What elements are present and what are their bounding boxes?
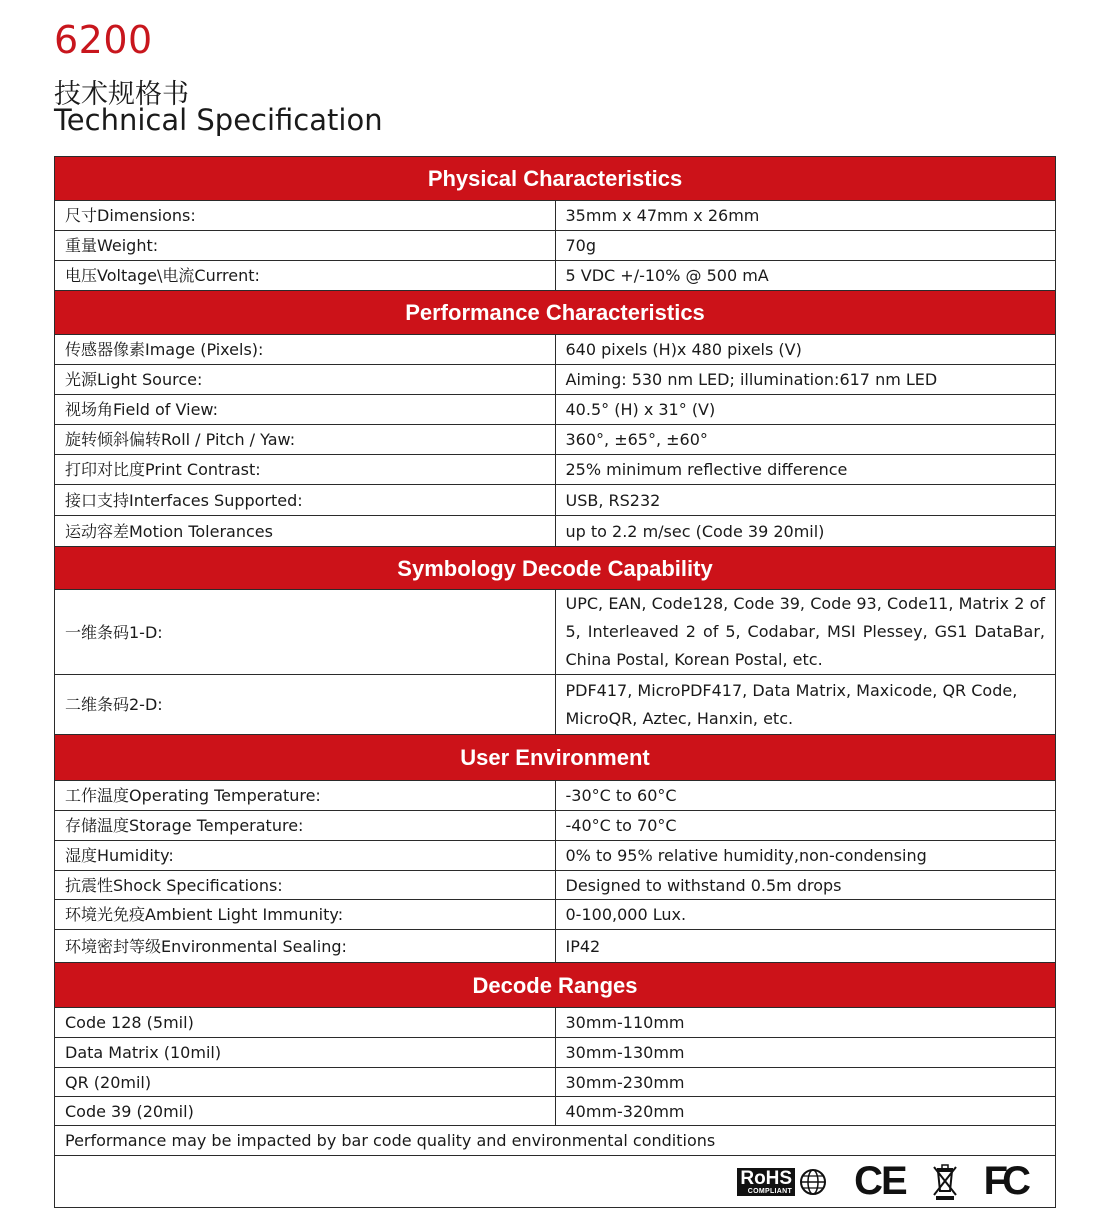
table-row <box>55 485 1056 516</box>
spec-label: 运动容差Motion Tolerances <box>55 516 556 547</box>
section-header-decode <box>55 963 1056 1008</box>
spec-value: up to 2.2 m/sec (Code 39 20mil) <box>555 516 1056 547</box>
spec-value: 70g <box>555 231 1056 261</box>
table-row <box>55 335 1056 365</box>
table-row <box>55 1068 1056 1097</box>
spec-label: 传感器像素Image (Pixels): <box>55 335 556 365</box>
spec-label: 电压Voltage\电流Current: <box>55 261 556 291</box>
table-row <box>55 841 1056 871</box>
section-title: Decode Ranges <box>55 963 1056 1008</box>
spec-label: 一维条码1-D: <box>55 590 556 675</box>
certification-logos-row <box>55 1156 1056 1208</box>
spec-value: 40.5° (H) x 31° (V) <box>555 395 1056 425</box>
table-row <box>55 425 1056 455</box>
spec-label: 视场角Field of View: <box>55 395 556 425</box>
spec-label: 旋转倾斜偏转Roll / Pitch / Yaw: <box>55 425 556 455</box>
section-header-environment <box>55 735 1056 781</box>
table-row <box>55 590 1056 675</box>
spec-label: 光源Light Source: <box>55 365 556 395</box>
spec-label: 环境光免疫Ambient Light Immunity: <box>55 900 556 930</box>
spec-value: 35mm x 47mm x 26mm <box>555 201 1056 231</box>
section-title: Physical Characteristics <box>55 157 1056 201</box>
spec-value: USB, RS232 <box>555 485 1056 516</box>
section-header-symbology <box>55 547 1056 590</box>
table-row <box>55 1038 1056 1068</box>
spec-value: 0% to 95% relative humidity,non-condensing <box>555 841 1056 871</box>
spec-value: IP42 <box>555 930 1056 963</box>
spec-label: Code 39 (20mil) <box>55 1097 556 1126</box>
table-row <box>55 516 1056 547</box>
spec-label: 重量Weight: <box>55 231 556 261</box>
fcc-mark: FC <box>983 1159 1025 1203</box>
spec-label: 湿度Humidity: <box>55 841 556 871</box>
table-row <box>55 900 1056 930</box>
section-header-performance <box>55 291 1056 335</box>
spec-value: 640 pixels (H)x 480 pixels (V) <box>555 335 1056 365</box>
spec-value: 40mm-320mm <box>555 1097 1056 1126</box>
spec-label: 存储温度Storage Temperature: <box>55 811 556 841</box>
spec-value: -30°C to 60°C <box>555 781 1056 811</box>
table-row <box>55 365 1056 395</box>
table-row <box>55 1008 1056 1038</box>
weee-bin-icon <box>932 1163 958 1201</box>
model-number: 6200 <box>54 18 153 62</box>
spec-table <box>54 156 1056 1208</box>
spec-label: 接口支持Interfaces Supported: <box>55 485 556 516</box>
spec-value: UPC, EAN, Code128, Code 39, Code 93, Code11, Matrix 2 of 5, Interleaved 2 of 5, Codabar, MSI Plessey, GS1 DataBar, China Postal, Korean Postal, etc. <box>555 590 1056 675</box>
title-chinese: 技术规格书 <box>54 79 189 110</box>
table-row <box>55 871 1056 900</box>
table-row <box>55 231 1056 261</box>
table-row <box>55 455 1056 485</box>
table-row <box>55 395 1056 425</box>
spec-value: 30mm-130mm <box>555 1038 1056 1068</box>
table-row <box>55 1097 1056 1126</box>
spec-value: -40°C to 70°C <box>555 811 1056 841</box>
rohs-compliant-text: COMPLIANT <box>747 1187 793 1195</box>
footer-note: Performance may be impacted by bar code quality and environmental conditions <box>55 1126 1056 1156</box>
section-title: Symbology Decode Capability <box>55 547 1056 590</box>
spec-label: 二维条码2-D: <box>55 675 556 735</box>
certification-logos <box>55 1156 1056 1208</box>
title-english: Technical Specification <box>54 103 383 137</box>
spec-label: 抗震性Shock Specifications: <box>55 871 556 900</box>
table-row <box>55 675 1056 735</box>
rohs-text: RoHS <box>740 1167 793 1189</box>
table-row <box>55 261 1056 291</box>
table-row <box>55 930 1056 963</box>
spec-value: 360°, ±65°, ±60° <box>555 425 1056 455</box>
spec-label: 工作温度Operating Temperature: <box>55 781 556 811</box>
spec-label: 打印对比度Print Contrast: <box>55 455 556 485</box>
spec-value: 0-100,000 Lux. <box>555 900 1056 930</box>
table-row <box>55 781 1056 811</box>
spec-value: Aiming: 530 nm LED; illumination:617 nm LED <box>555 365 1056 395</box>
section-title: Performance Characteristics <box>55 291 1056 335</box>
rohs-badge <box>737 1168 795 1196</box>
footer-note-row <box>55 1126 1056 1156</box>
spec-value: 5 VDC +/-10% @ 500 mA <box>555 261 1056 291</box>
spec-value: 30mm-110mm <box>555 1008 1056 1038</box>
rohs-logo <box>737 1167 828 1197</box>
spec-value: 30mm-230mm <box>555 1068 1056 1097</box>
spec-value: Designed to withstand 0.5m drops <box>555 871 1056 900</box>
spec-label: 尺寸Dimensions: <box>55 201 556 231</box>
spec-value: PDF417, MicroPDF417, Data Matrix, Maxicode, QR Code, MicroQR, Aztec, Hanxin, etc. <box>555 675 1056 735</box>
spec-label: Code 128 (5mil) <box>55 1008 556 1038</box>
ce-mark: CE <box>854 1159 906 1203</box>
table-row <box>55 811 1056 841</box>
table-row <box>55 201 1056 231</box>
section-title: User Environment <box>55 735 1056 781</box>
spec-label: Data Matrix (10mil) <box>55 1038 556 1068</box>
globe-icon <box>798 1167 828 1197</box>
spec-label: QR (20mil) <box>55 1068 556 1097</box>
spec-value: 25% minimum reflective difference <box>555 455 1056 485</box>
logo-group <box>737 1159 1025 1205</box>
spec-label: 环境密封等级Environmental Sealing: <box>55 930 556 963</box>
section-header-physical <box>55 157 1056 201</box>
